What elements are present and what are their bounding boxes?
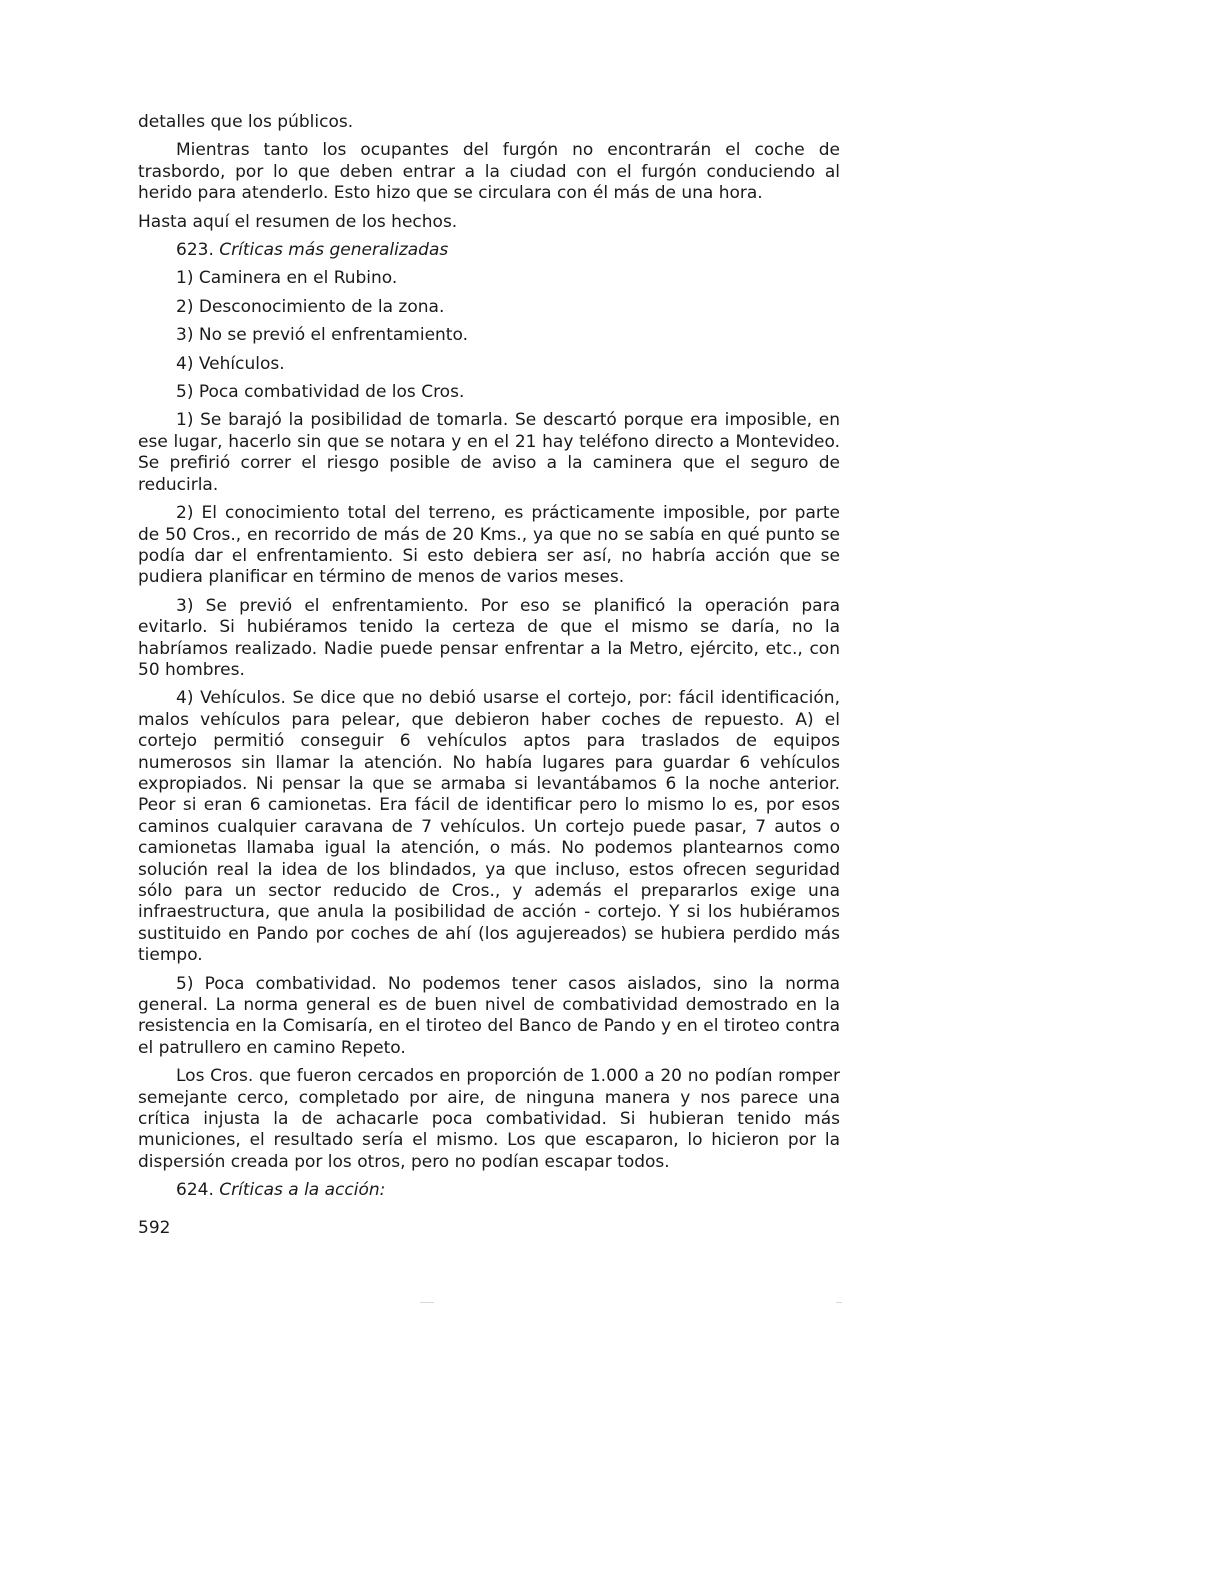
- response-paragraph-3: 3) Se previó el enfrentamiento. Por eso se planificó la operación para evitarlo. Si hubiéramos tenido la certeza de que el mismo se daría, no la habríamos realizado. Nadie puede pensar enfrentar a la Metro, ejército, etc., con 50 hombres.: [138, 595, 840, 680]
- criticism-item-1: 1) Caminera en el Rubino.: [176, 268, 398, 289]
- body-text: [138, 112, 840, 1209]
- response-paragraph-2: 2) El conocimiento total del terreno, es prácticamente imposible, por parte de 50 Cros., en recorrido de más de 20 Kms., ya que no se sabía en qué punto se podía dar el enfrentamiento. Si esto debiera ser así, no habría acción que se pudiera planificar en término de menos de varios meses.: [138, 503, 840, 588]
- response-paragraph-4: 4) Vehículos. Se dice que no debió usarse el cortejo, por: fácil identificación, malos vehículos para pelear, que debieron haber coches de repuesto. A) el cortejo permitió conseguir 6 vehículos aptos para traslados de equipos numerosos sin llamar la atención. No había lugares para guardar 6 vehículos expropiados. Ni pensar la que se armaba si levantábamos 6 la noche anterior. Peor si eran 6 camionetas. Era fácil de identificar pero lo mismo lo es, por esos caminos cualquier caravana de 7 vehículos. Un cortejo puede pasar, 7 autos o camionetas llamaba igual la atención, o más. No podemos plantearnos como solución real la idea de los blindados, ya que incluso, estos ofrecen seguridad sólo para un sector reducido de Cros., y además el prepararlos exige una infraestructura, que anula la posibilidad de acción - cortejo. Y si los hubiéramos sustituido en Pando por coches de ahí (los agujereados) se hubiera perdido más tiempo.: [138, 688, 840, 966]
- scan-speck: [836, 1302, 842, 1303]
- section-623-title: Críticas más generalizadas: [219, 240, 449, 261]
- paragraph-continuation: detalles que los públicos.: [138, 112, 354, 132]
- response-paragraph-1: 1) Se barajó la posibilidad de tomarla. Se descartó porque era imposible, en ese lugar, hacerlo sin que se notara y en el 21 hay teléfono directo a Montevideo. Se prefirió correr el riesgo posible de aviso a la caminera que el seguro de reducirla.: [138, 410, 840, 495]
- criticism-item-5: 5) Poca combatividad de los Cros.: [176, 382, 465, 403]
- closing-paragraph: Los Cros. que fueron cercados en proporción de 1.000 a 20 no podían romper semejante cerco, completado por aire, de ninguna manera y nos parece una crítica injusta la de achacarle poca combatividad. Si hubieran tenido más municiones, el resultado sería el mismo. Los que escaparon, lo hicieron por la dispersión creada por los otros, pero no podían escapar todos.: [138, 1066, 840, 1172]
- section-624-title: Críticas a la acción:: [219, 1180, 386, 1201]
- criticism-item-4: 4) Vehículos.: [176, 353, 285, 374]
- page-number: 592: [138, 1218, 171, 1238]
- section-624-heading: [138, 1180, 840, 1201]
- paragraph-summary-end: Hasta aquí el resumen de los hechos.: [138, 211, 458, 232]
- criticism-item-2: 2) Desconocimiento de la zona.: [176, 296, 445, 317]
- section-623-heading: [138, 240, 840, 261]
- paragraph-furgon: Mientras tanto los ocupantes del furgón no encontrarán el coche de trasbordo, por lo que deben entrar a la ciudad con el furgón conduciendo al herido para atenderlo. Esto hizo que se circulara con él más de una hora.: [138, 140, 840, 204]
- scan-speck: [420, 1302, 434, 1303]
- response-paragraph-5: 5) Poca combatividad. No podemos tener casos aislados, sino la norma general. La norma general es de buen nivel de combatividad demostrado en la resistencia en la Comisaría, en el tiroteo del Banco de Pando y en el tiroteo contra el patrullero en camino Repeto.: [138, 973, 840, 1058]
- section-623-number: 623.: [176, 240, 214, 261]
- criticism-item-3: 3) No se previó el enfrentamiento.: [176, 325, 468, 346]
- section-624-number: 624.: [176, 1180, 214, 1201]
